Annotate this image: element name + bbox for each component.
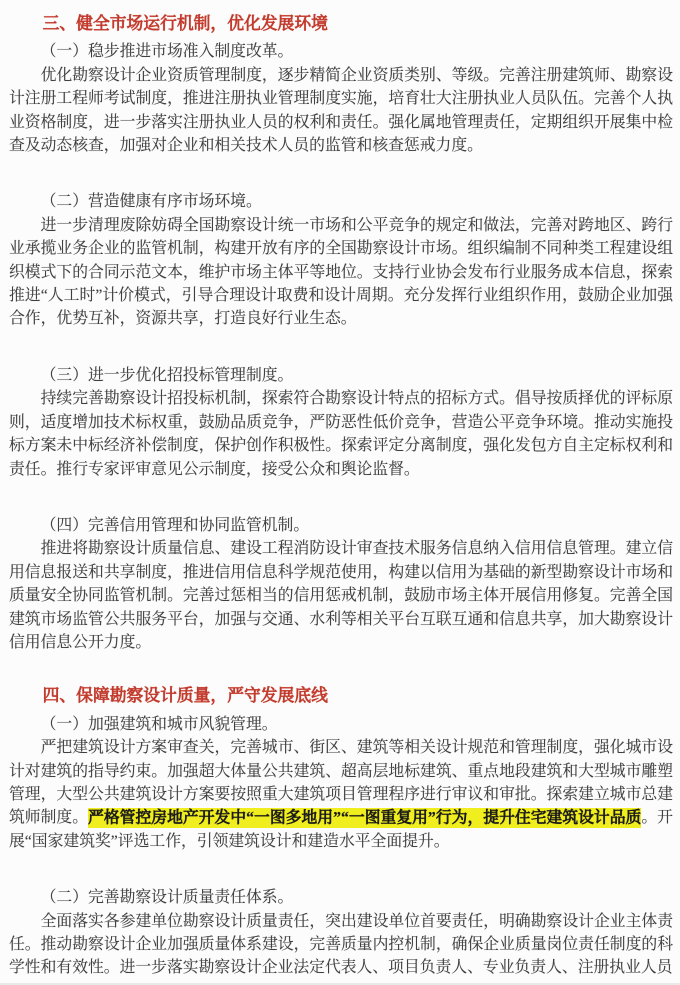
section-4-item-1-heading: （一）加强建筑和城市风貌管理。 (40, 715, 278, 733)
highlighted-policy-text: 严格管控房地产开发中“一图多地用”“一图重复用”行为，提升住宅建筑设计品质 (88, 809, 642, 827)
paragraph-text-before-highlight: 严把建筑设计方案审查关，完善城市、街区、建筑等相关设计规范和管理制度，强化城市设计对建筑的指导约束。加强超大体量公共建筑、超高层地标建筑、重点地段建筑和大型城市雕塑管理，大型公共建筑设计方案要按照重大建筑项目管理程序进行审议和审批。探索建立城市总建筑师制度。 (9, 739, 673, 827)
section-3-title: 三、健全市场运行机制，优化发展环境 (42, 14, 328, 33)
section-4-item-2-paragraph: 全面落实各参建单位勘察设计质量责任，突出建设单位首要责任，明确勘察设计企业主体责任。推动勘察设计企业加强质量体系建设，完善质量内控机制，确保企业质量岗位责任制度的科学性和有效性。进一步落实勘察设计企业法定代表人、项目负责人、专业负责人、注册执业人员 (9, 912, 673, 977)
section-4-item-2-heading: （二）完善勘察设计质量责任体系。 (40, 889, 294, 907)
section-3-item-4-heading: （四）完善信用管理和协同监管机制。 (40, 516, 310, 534)
section-3-item-3-paragraph: 持续完善勘察设计招投标机制，探索符合勘察设计特点的招标方式。倡导按质择优的评标原则，适度增加技术标权重，鼓励品质竞争，严防恶性低价竞争，营造公平竞争环境。推动实施投标方案未中标经济补偿制度，保护创作积极性。探索评定分离制度，强化发包方自主定标权利和责任。推行专家评审意见公示制度，接受公众和舆论监督。 (9, 390, 673, 478)
section-3-item-2-paragraph: 进一步清理废除妨碍全国勘察设计统一市场和公平竞争的规定和做法，完善对跨地区、跨行业承揽业务企业的监管机制，构建开放有序的全国勘察设计市场。组织编制不同种类工程建设组织模式下的合同示范文本，维护市场主体平等地位。支持行业协会发布行业服务成本信息，探索推进“人工时”计价模式，引导合理设计取费和设计周期。充分发挥行业组织作用，鼓励企业加强合作，优势互补，资源共享，打造良好行业生态。 (9, 216, 673, 328)
section-3-item-1-paragraph: 优化勘察设计企业资质管理制度，逐步精简企业资质类别、等级。完善注册建筑师、勘察设计注册工程师考试制度，推进注册执业管理制度实施，培育壮大注册执业人员队伍。完善个人执业资格制度，进一步落实注册执业人员的权利和责任。强化属地管理责任，定期组织开展集中检查及动态核查，加强对企业和相关技术人员的监管和核查惩戒力度。 (9, 66, 673, 155)
paragraph-text-after-highlight: 。开展“国家建筑奖”评选工作，引领建筑设计和建造水平全面提升。 (9, 809, 673, 850)
section-3-item-2-heading: （二）营造健康有序市场环境。 (40, 193, 262, 211)
section-4-item-1-paragraph (9, 736, 673, 853)
section-3-item-4-paragraph: 推进将勘察设计质量信息、建设工程消防设计审查技术服务信息纳入信用信息管理。建立信用信息报送和共享制度，推进信用信息科学规范使用，构建以信用为基础的新型勘察设计市场和质量安全协同监管机制。完善过惩相当的信用惩戒机制，鼓励市场主体开展信用修复。完善全国建筑市场监管公共服务平台，加强与交通、水利等相关平台互联互通和信息共享，加大勘察设计信用信息公开力度。 (9, 540, 673, 651)
section-3-item-1-heading: （一）稳步推进市场准入制度改革。 (40, 43, 294, 61)
section-4-title: 四、保障勘察设计质量，严守发展底线 (42, 686, 328, 706)
section-3-item-3-heading: （三）进一步优化招投标管理制度。 (40, 366, 294, 384)
